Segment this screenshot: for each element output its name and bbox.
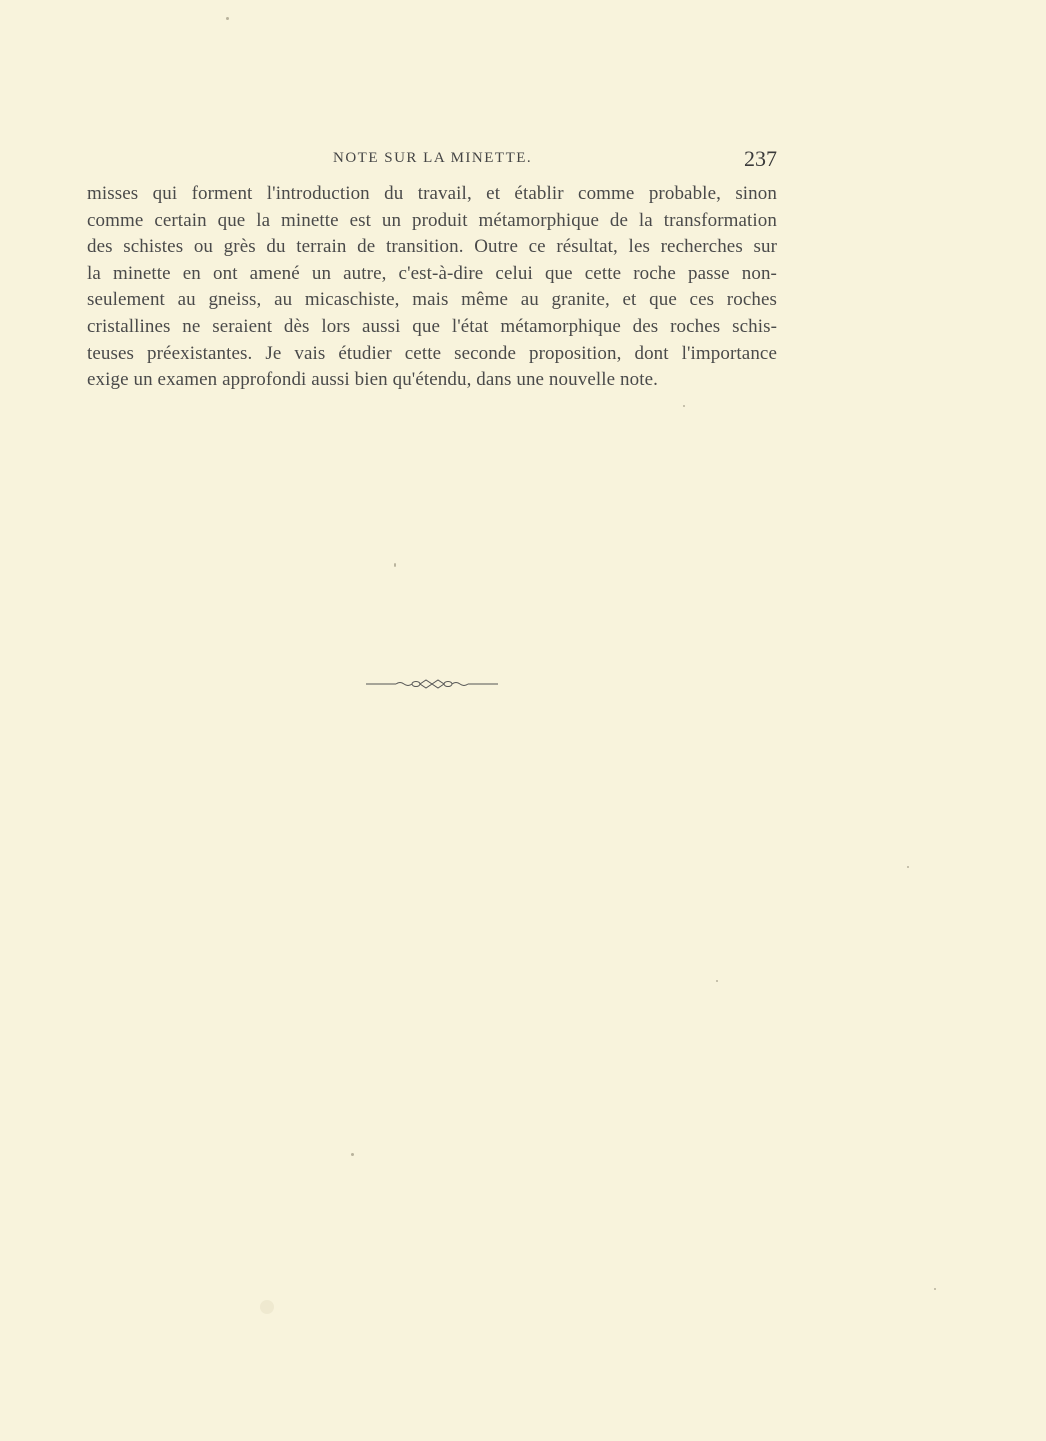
text-line: teuses préexistantes. Je vais étudier cette seconde proposition, dont l'importance (87, 342, 777, 364)
paper-speck (934, 1288, 936, 1290)
paper-speck (907, 866, 909, 868)
paper-speck (351, 1153, 354, 1156)
text-line: seulement au gneiss, au micaschiste, mais même au granite, et que ces roches (87, 289, 777, 311)
text-line: des schistes ou grès du terrain de transition. Outre ce résultat, les recherches sur (87, 236, 777, 258)
page-number: 237 (744, 146, 777, 171)
end-of-chapter-flourish-icon (366, 677, 498, 691)
body-paragraph (87, 181, 777, 394)
running-head (87, 146, 777, 172)
paper-speck (716, 980, 718, 982)
paper-speck (394, 563, 396, 567)
text-line: la minette en ont amené un autre, c'est-à-dire celui que cette roche passe non- (87, 262, 777, 284)
text-line: cristallines ne seraient dès lors aussi que l'état métamorphique des roches schis- (87, 315, 777, 337)
running-title: NOTE SUR LA MINETTE. (333, 150, 533, 166)
text-line: misses qui forment l'introduction du travail, et établir comme probable, sinon (87, 183, 777, 204)
paper-speck (683, 405, 685, 407)
paper-speck (226, 17, 229, 20)
paper-stain (260, 1300, 274, 1314)
text-line: exige un examen approfondi aussi bien qu'étendu, dans une nouvelle note. (87, 369, 658, 391)
text-line: comme certain que la minette est un produit métamorphique de la transformation (87, 209, 777, 231)
